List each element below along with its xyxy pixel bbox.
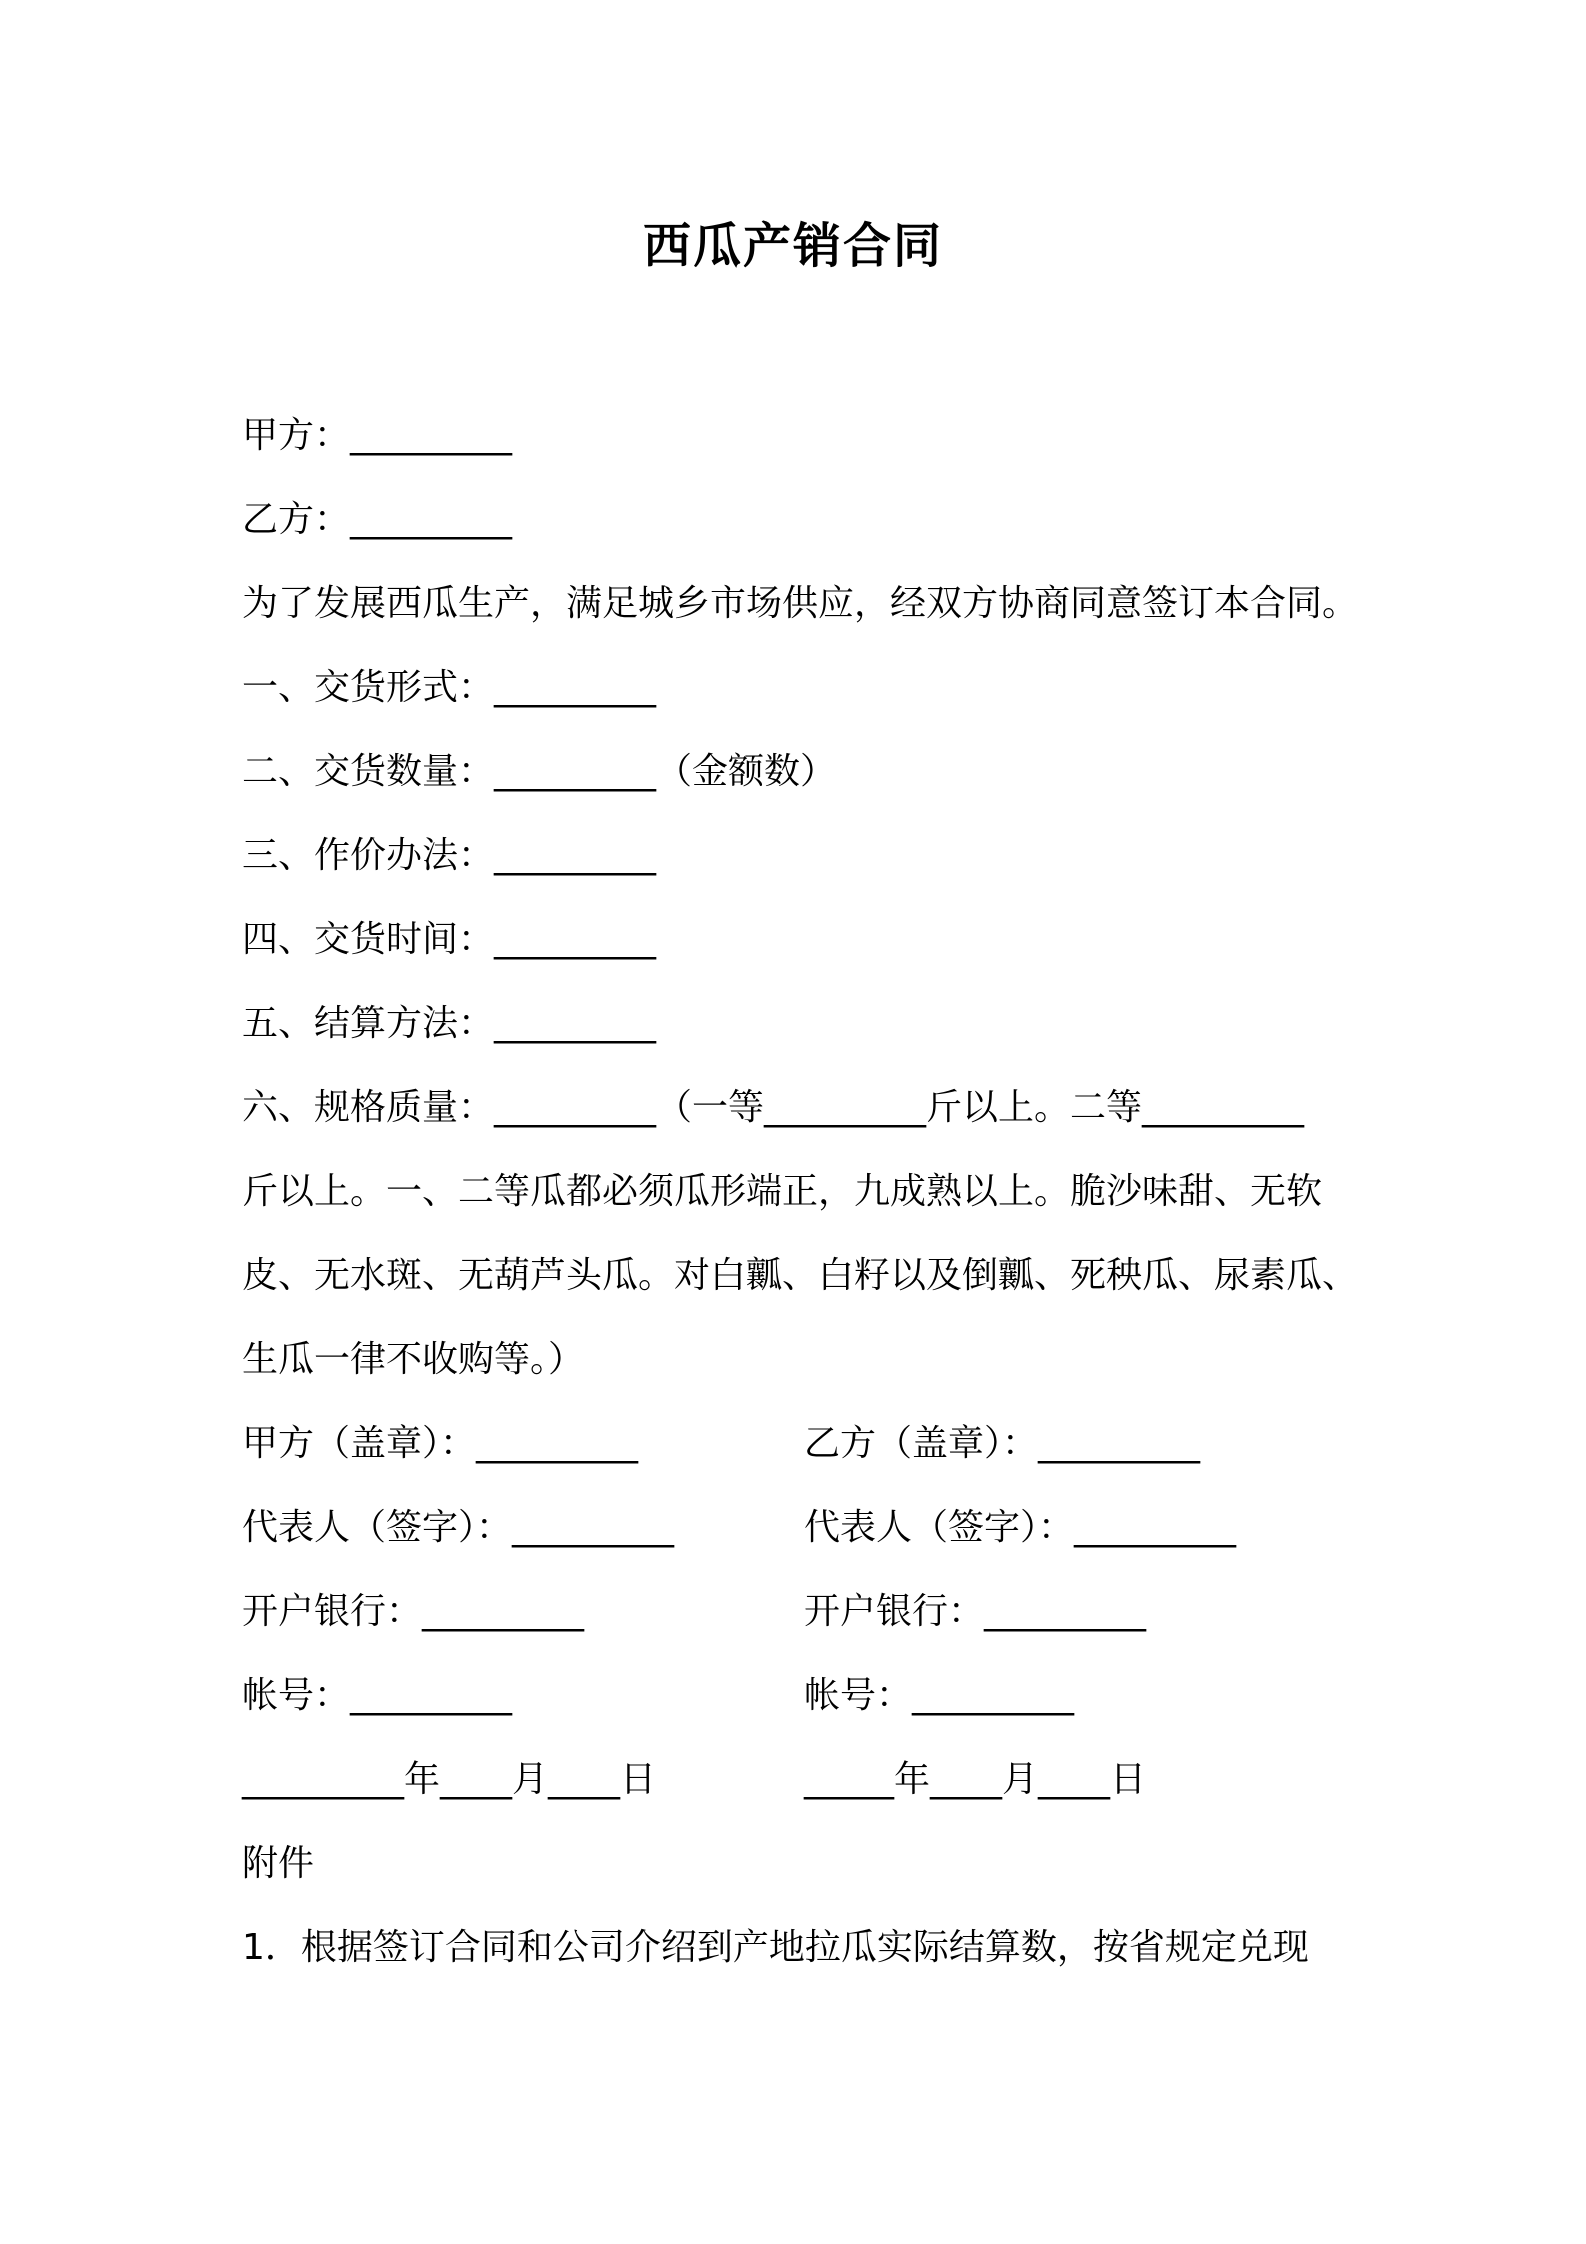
sign-party-a-account: 帐号：_________ xyxy=(242,1675,513,1716)
sign-party-a-bank: 开户银行：_________ xyxy=(242,1591,585,1632)
sign-party-a-seal: 甲方（盖章）：_________ xyxy=(242,1423,639,1464)
sign-party-b-representative: 代表人（签字）：_________ xyxy=(804,1507,1237,1548)
sign-party-b-date: _____年____月____日 xyxy=(804,1759,1146,1800)
party-b-line: 乙方：_________ xyxy=(242,499,513,540)
appendix-heading: 附件 xyxy=(242,1843,315,1884)
clause-quality-spec: 六、规格质量：_________（一等_________斤以上。二等_________ xyxy=(242,1087,1305,1128)
clause-delivery-time: 四、交货时间：_________ xyxy=(242,919,657,960)
sign-party-a-representative: 代表人（签字）：_________ xyxy=(242,1507,675,1548)
clause-quality-spec-cont-3: 生瓜一律不收购等。） xyxy=(242,1339,585,1380)
intro-paragraph: 为了发展西瓜生产，满足城乡市场供应，经双方协商同意签订本合同。 xyxy=(242,583,1359,624)
appendix-item-1: 1．根据签订合同和公司介绍到产地拉瓜实际结算数，按省规定兑现 xyxy=(242,1927,1309,1968)
sign-party-b-account: 帐号：_________ xyxy=(804,1675,1075,1716)
document-title: 西瓜产销合同 xyxy=(642,218,943,274)
clause-settlement-method: 五、结算方法：_________ xyxy=(242,1003,657,1044)
clause-quality-spec-cont-2: 皮、无水斑、无葫芦头瓜。对白瓤、白籽以及倒瓤、死秧瓜、尿素瓜、 xyxy=(242,1255,1359,1296)
sign-party-a-date: _________年____月____日 xyxy=(242,1759,656,1800)
clause-delivery-quantity: 二、交货数量：_________（金额数） xyxy=(242,751,837,792)
party-a-line: 甲方：_________ xyxy=(242,415,513,456)
sign-party-b-seal: 乙方（盖章）：_________ xyxy=(804,1423,1201,1464)
sign-party-b-bank: 开户银行：_________ xyxy=(804,1591,1147,1632)
clause-delivery-form: 一、交货形式：_________ xyxy=(242,667,657,708)
clause-pricing-method: 三、作价办法：_________ xyxy=(242,835,657,876)
clause-quality-spec-cont-1: 斤以上。一、二等瓜都必须瓜形端正，九成熟以上。脆沙味甜、无软 xyxy=(242,1171,1323,1212)
